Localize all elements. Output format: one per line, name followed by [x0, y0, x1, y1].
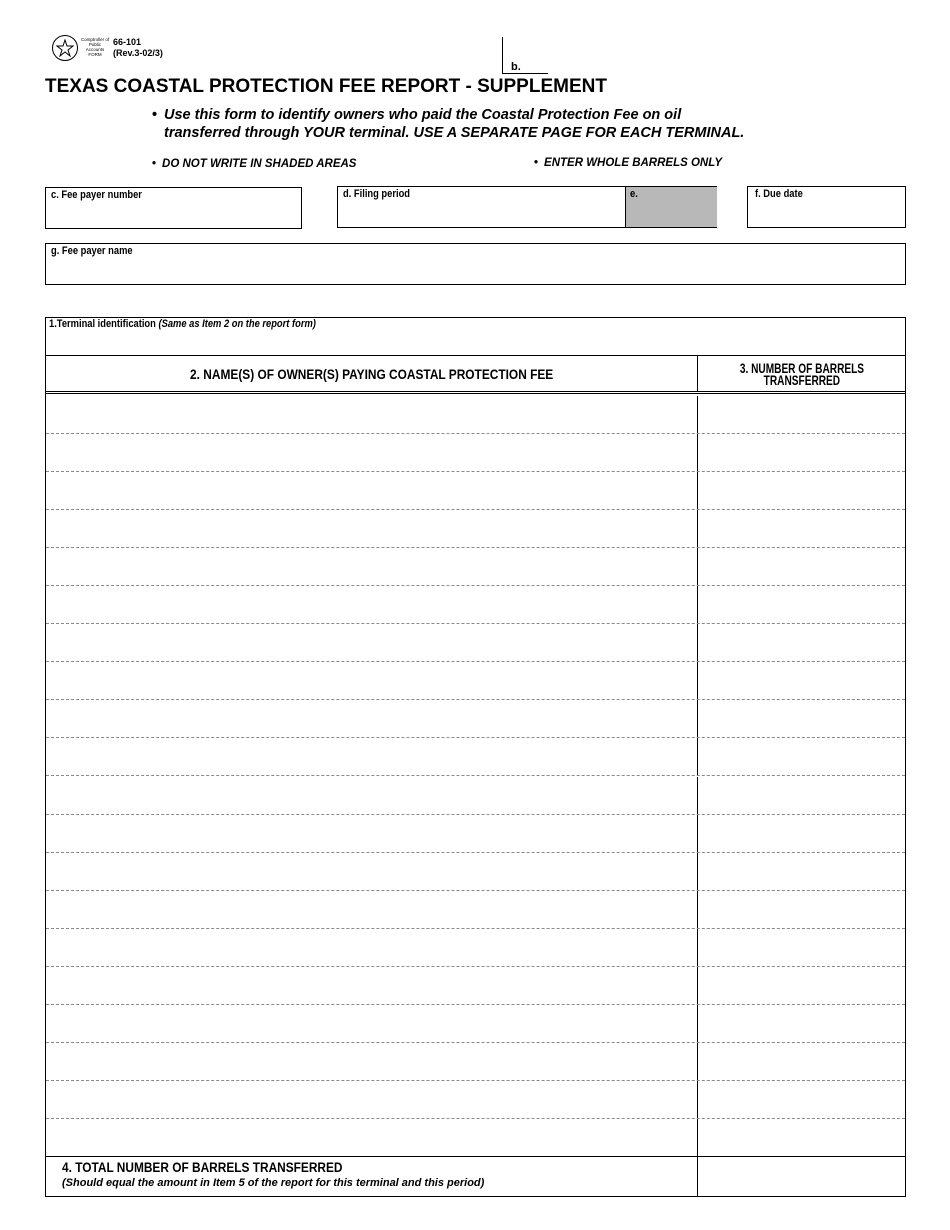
note-no-shaded [152, 158, 356, 170]
owner-name-cell[interactable] [46, 929, 698, 966]
instructions [152, 106, 744, 142]
barrels-header: 3. NUMBER OF BARRELS TRANSFERRED [739, 359, 864, 388]
owner-name-cell[interactable] [46, 434, 698, 471]
barrels-cell[interactable] [698, 738, 905, 775]
total-note: (Should equal the amount in Item 5 of the report for this terminal and this period) [62, 1177, 485, 1189]
owner-name-cell[interactable] [46, 1043, 698, 1080]
owners-table [45, 317, 906, 1197]
terminal-identification-label: 1.Terminal identification (Same as Item 2 on the report form) [49, 318, 316, 330]
note-no-shaded-text: DO NOT WRITE IN SHADED AREAS [162, 158, 357, 170]
table-row [46, 472, 905, 510]
form-title: TEXAS COASTAL PROTECTION FEE REPORT - SUPPLEMENT [45, 76, 607, 97]
table-row [46, 1005, 905, 1043]
owner-name-cell[interactable] [46, 738, 698, 775]
owner-name-cell[interactable] [46, 967, 698, 1004]
table-row [46, 777, 905, 815]
barrels-cell[interactable] [698, 700, 905, 737]
owner-name-cell[interactable] [46, 510, 698, 547]
barrels-cell[interactable] [698, 434, 905, 471]
barrels-cell[interactable] [698, 510, 905, 547]
due-date-label: f. Due date [755, 188, 803, 200]
table-row [46, 700, 905, 738]
shaded-field-e [625, 187, 717, 227]
table-row [46, 586, 905, 624]
table-row [46, 967, 905, 1005]
table-row [46, 815, 905, 853]
due-date-field[interactable] [747, 186, 906, 228]
table-row [46, 510, 905, 548]
owner-names-header: 2. NAME(S) OF OWNER(S) PAYING COASTAL PROTECTION FEE [46, 356, 698, 391]
filing-period-field[interactable] [337, 186, 717, 228]
table-row [46, 891, 905, 929]
barrels-cell[interactable] [698, 548, 905, 585]
owner-name-cell[interactable] [46, 815, 698, 852]
table-row [46, 624, 905, 662]
barrels-cell[interactable] [698, 1119, 905, 1156]
owner-name-cell[interactable] [46, 1081, 698, 1118]
barrels-cell[interactable] [698, 1081, 905, 1118]
owner-name-cell[interactable] [46, 472, 698, 509]
barrels-cell[interactable] [698, 929, 905, 966]
field-e-label: e. [630, 188, 638, 200]
owner-name-cell[interactable] [46, 586, 698, 623]
barrels-cell[interactable] [698, 662, 905, 699]
bullet-icon: • [152, 158, 157, 170]
barrels-cell[interactable] [698, 586, 905, 623]
barrels-cell[interactable] [698, 891, 905, 928]
filing-period-label: d. Filing period [343, 188, 411, 200]
table-row [46, 396, 905, 434]
instruction-line-1: Use this form to identify owners who paid the Coastal Protection Fee on oil [164, 107, 682, 123]
agency-name: Comptroller of Public Accounts FORM [80, 37, 110, 57]
barrels-cell[interactable] [698, 624, 905, 661]
total-label: 4. TOTAL NUMBER OF BARRELS TRANSFERRED [62, 1160, 343, 1175]
terminal-identification-field[interactable] [46, 318, 905, 356]
total-label-cell [46, 1157, 698, 1196]
owner-name-cell[interactable] [46, 1005, 698, 1042]
barrels-cell[interactable] [698, 1043, 905, 1080]
fee-payer-number-field[interactable] [45, 187, 302, 229]
table-row [46, 853, 905, 891]
comptroller-seal-icon [52, 35, 78, 61]
total-row [46, 1156, 905, 1196]
form-number: 66-101 [113, 37, 142, 47]
fee-payer-number-label: c. Fee payer number [51, 189, 142, 201]
table-row [46, 1119, 905, 1157]
form-number-block [113, 37, 163, 59]
table-row [46, 1043, 905, 1081]
note-whole-barrels [534, 157, 722, 169]
instruction-line-2: transferred through YOUR terminal. USE A SEPARATE PAGE FOR EACH TERMINAL. [164, 125, 745, 141]
table-row [46, 929, 905, 967]
note-whole-barrels-text: ENTER WHOLE BARRELS ONLY [544, 157, 723, 169]
form-revision: (Rev.3-02/3) [113, 48, 163, 58]
owner-name-cell[interactable] [46, 396, 698, 433]
barrels-cell[interactable] [698, 1005, 905, 1042]
barrels-cell[interactable] [698, 472, 905, 509]
table-row [46, 738, 905, 776]
barrels-cell[interactable] [698, 777, 905, 814]
owner-name-cell[interactable] [46, 548, 698, 585]
owner-name-cell[interactable] [46, 624, 698, 661]
table-rows [46, 396, 905, 1157]
barrels-cell[interactable] [698, 396, 905, 433]
field-b[interactable] [502, 37, 548, 74]
table-header [46, 356, 905, 394]
table-row [46, 434, 905, 472]
owner-name-cell[interactable] [46, 891, 698, 928]
barrels-cell[interactable] [698, 853, 905, 890]
field-b-label: b. [511, 61, 521, 73]
barrels-cell[interactable] [698, 967, 905, 1004]
table-row [46, 1081, 905, 1119]
bullet-icon: • [152, 107, 158, 123]
owner-name-cell[interactable] [46, 700, 698, 737]
table-row [46, 548, 905, 586]
fee-payer-name-field[interactable] [45, 243, 906, 285]
bullet-icon: • [534, 157, 539, 169]
owner-name-cell[interactable] [46, 1119, 698, 1156]
table-row [46, 662, 905, 700]
owner-name-cell[interactable] [46, 662, 698, 699]
owner-name-cell[interactable] [46, 853, 698, 890]
fee-payer-name-label: g. Fee payer name [51, 245, 133, 257]
owner-name-cell[interactable] [46, 777, 698, 814]
barrels-cell[interactable] [698, 815, 905, 852]
